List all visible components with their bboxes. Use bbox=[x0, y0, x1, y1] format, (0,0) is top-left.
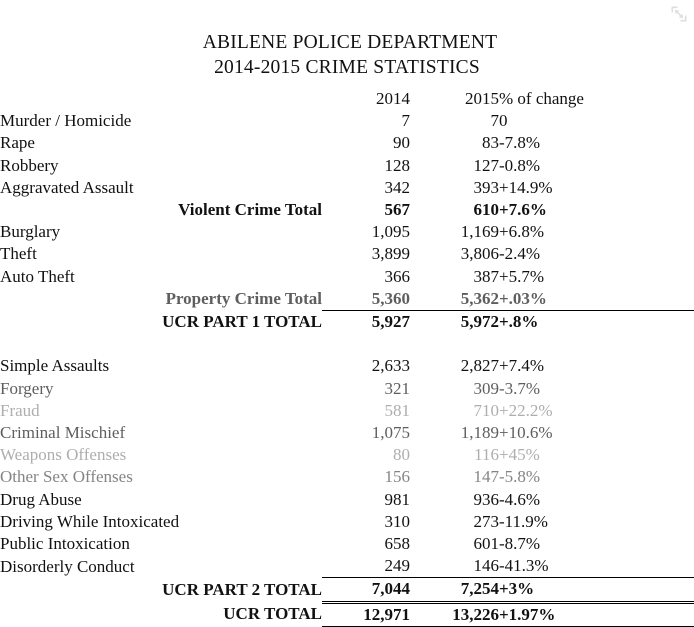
expand-fullscreen-icon[interactable] bbox=[670, 5, 688, 23]
value-2015: 610 bbox=[473, 200, 499, 220]
table-header-row bbox=[0, 88, 694, 110]
value-2015: 387 bbox=[473, 266, 499, 286]
percent-change: +1.97% bbox=[499, 602, 694, 626]
table-row bbox=[0, 311, 694, 334]
table-row bbox=[0, 378, 694, 400]
value-2015: 5,972 bbox=[410, 311, 499, 334]
value-2015: 393 bbox=[473, 177, 499, 197]
value-2014: 7,044 bbox=[322, 578, 410, 602]
section-spacer-row bbox=[0, 333, 694, 355]
value-2014: 366 bbox=[384, 266, 410, 286]
percent-change: +.03% bbox=[499, 288, 547, 308]
value-2015: 147 bbox=[473, 467, 499, 487]
value-2014: 80 bbox=[393, 445, 410, 465]
percent-change: -3.7% bbox=[499, 378, 541, 398]
table-row bbox=[0, 221, 694, 243]
value-2015: 601 bbox=[473, 534, 499, 554]
page-subtitle: 2014-2015 CRIME STATISTICS bbox=[214, 57, 480, 78]
offense-label: Burglary bbox=[0, 222, 61, 242]
percent-change: +10.6% bbox=[499, 423, 553, 443]
offense-label: Violent Crime Total bbox=[178, 200, 322, 220]
offense-label: Theft bbox=[0, 244, 37, 264]
table-row bbox=[0, 155, 694, 177]
offense-label: Other Sex Offenses bbox=[0, 467, 133, 487]
offense-label: Public Intoxication bbox=[0, 534, 130, 554]
spacer-cell bbox=[410, 333, 499, 355]
table-row bbox=[0, 578, 694, 602]
percent-change: +45% bbox=[499, 445, 540, 465]
value-2015: 5,362 bbox=[460, 288, 499, 308]
value-2015: 146 bbox=[473, 556, 499, 576]
value-2014: 581 bbox=[384, 400, 410, 420]
value-2015: 3,806 bbox=[460, 244, 499, 264]
crime-statistics-table bbox=[0, 88, 694, 627]
offense-label: UCR PART 1 TOTAL bbox=[162, 311, 322, 331]
value-2014: 12,971 bbox=[322, 602, 410, 626]
value-2014: 1,075 bbox=[371, 423, 410, 443]
offense-label: Weapons Offenses bbox=[0, 445, 127, 465]
percent-change: -0.8% bbox=[499, 155, 541, 175]
table-row bbox=[0, 199, 694, 221]
table-row bbox=[0, 400, 694, 422]
column-header-2014: 2014 bbox=[376, 89, 410, 108]
value-2014: 567 bbox=[384, 200, 410, 220]
value-2015: 936 bbox=[473, 489, 499, 509]
value-2015: 1,169 bbox=[460, 222, 499, 242]
spacer-cell bbox=[0, 333, 322, 355]
table-row bbox=[0, 511, 694, 533]
offense-label: Robbery bbox=[0, 155, 59, 175]
page-title: ABILENE POLICE DEPARTMENT bbox=[202, 32, 498, 53]
percent-change: +14.9% bbox=[499, 177, 553, 197]
offense-label: Rape bbox=[0, 133, 35, 153]
value-2014: 981 bbox=[384, 489, 410, 509]
table-row bbox=[0, 444, 694, 466]
offense-label: UCR PART 2 TOTAL bbox=[162, 579, 322, 599]
table-row bbox=[0, 489, 694, 511]
offense-label: UCR TOTAL bbox=[223, 604, 322, 624]
table-row bbox=[0, 243, 694, 265]
table-row bbox=[0, 466, 694, 488]
value-2014: 249 bbox=[384, 556, 410, 576]
percent-change: +6.8% bbox=[499, 222, 544, 242]
percent-change: +5.7% bbox=[499, 266, 544, 286]
value-2015: 13,226 bbox=[410, 602, 499, 626]
percent-change: -8.7% bbox=[499, 534, 541, 554]
value-2014: 156 bbox=[384, 467, 410, 487]
column-header-2015: 2015 bbox=[465, 89, 499, 108]
percent-change: +7.4% bbox=[499, 356, 544, 376]
percent-change: -11.9% bbox=[499, 511, 548, 531]
percent-change: -2.4% bbox=[499, 244, 541, 264]
value-2014: 90 bbox=[393, 133, 410, 153]
percent-change: +3% bbox=[499, 578, 694, 602]
value-2015: 710 bbox=[473, 400, 499, 420]
percent-change: +.8% bbox=[499, 311, 694, 334]
offense-label: Criminal Mischief bbox=[0, 423, 126, 443]
column-header-percent-change: % of change bbox=[499, 89, 584, 108]
value-2015: 116 bbox=[474, 445, 499, 465]
spacer-cell bbox=[499, 333, 694, 355]
value-2014: 7 bbox=[401, 111, 410, 131]
column-header-offense bbox=[0, 88, 322, 110]
value-2015: 7,254 bbox=[410, 578, 499, 602]
value-2014: 5,927 bbox=[322, 311, 410, 334]
offense-label: Aggravated Assault bbox=[0, 177, 134, 197]
table-body bbox=[0, 110, 694, 626]
percent-change: +22.2% bbox=[499, 400, 553, 420]
table-row bbox=[0, 266, 694, 288]
percent-change: 0 bbox=[499, 111, 508, 131]
value-2014: 1,095 bbox=[371, 222, 410, 242]
document-title-block bbox=[0, 30, 694, 80]
table-row bbox=[0, 110, 694, 132]
value-2014: 321 bbox=[384, 378, 410, 398]
value-2014: 342 bbox=[384, 177, 410, 197]
offense-label: Disorderly Conduct bbox=[0, 556, 135, 576]
offense-label: Murder / Homicide bbox=[0, 111, 132, 131]
value-2015: 127 bbox=[473, 155, 499, 175]
value-2014: 3,899 bbox=[371, 244, 410, 264]
offense-label: Fraud bbox=[0, 400, 40, 420]
offense-label: Auto Theft bbox=[0, 266, 75, 286]
table-row bbox=[0, 533, 694, 555]
table-row bbox=[0, 422, 694, 444]
offense-label: Driving While Intoxicated bbox=[0, 511, 180, 531]
percent-change: +7.6% bbox=[499, 200, 547, 220]
table-row bbox=[0, 177, 694, 199]
value-2014: 658 bbox=[384, 534, 410, 554]
value-2014: 5,360 bbox=[371, 288, 410, 308]
offense-label: Simple Assaults bbox=[0, 356, 110, 376]
table-row bbox=[0, 288, 694, 311]
offense-label: Forgery bbox=[0, 378, 54, 398]
table-row bbox=[0, 555, 694, 578]
table-row bbox=[0, 132, 694, 154]
table-row bbox=[0, 355, 694, 377]
offense-label: Property Crime Total bbox=[165, 289, 322, 309]
value-2015: 309 bbox=[473, 378, 499, 398]
value-2015: 1,189 bbox=[460, 423, 499, 443]
value-2015: 2,827 bbox=[460, 356, 499, 376]
value-2015: 7 bbox=[490, 111, 499, 131]
table-row bbox=[0, 602, 694, 626]
percent-change: -41.3% bbox=[499, 556, 549, 576]
spacer-cell bbox=[322, 333, 410, 355]
percent-change: -7.8% bbox=[499, 133, 541, 153]
value-2014: 128 bbox=[384, 155, 410, 175]
value-2015: 273 bbox=[473, 511, 499, 531]
value-2014: 2,633 bbox=[371, 356, 410, 376]
percent-change: -4.6% bbox=[499, 489, 541, 509]
value-2014: 310 bbox=[384, 511, 410, 531]
percent-change: -5.8% bbox=[499, 467, 541, 487]
value-2015: 83 bbox=[482, 133, 499, 153]
offense-label: Drug Abuse bbox=[0, 489, 82, 509]
